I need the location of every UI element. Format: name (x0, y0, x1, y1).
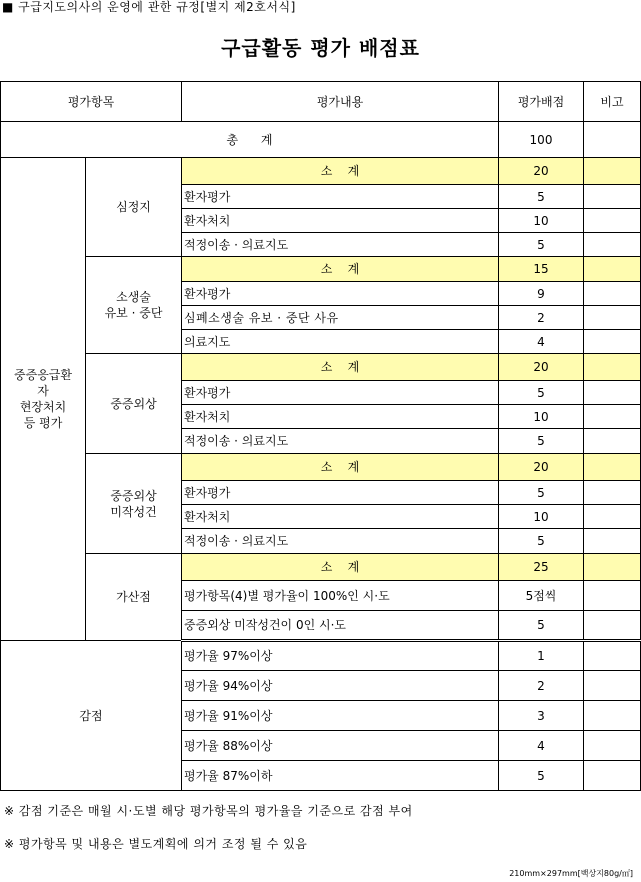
total-score: 100 (499, 122, 584, 158)
subtotal-row (1, 158, 641, 185)
item-score: 5 (499, 381, 584, 405)
col-header-content: 평가내용 (182, 82, 499, 122)
group-name (86, 257, 182, 354)
item-content: 환자처치 (182, 405, 499, 429)
item-remark (584, 330, 641, 354)
subtotal-row (1, 257, 641, 282)
group-name-line1: 심정지 (116, 200, 151, 214)
item-content: 중증외상 미작성건이 0인 시·도 (182, 611, 499, 641)
deduction-score: 5 (499, 761, 584, 791)
group-name-line1: 중증외상 (110, 488, 157, 503)
item-remark (584, 481, 641, 505)
item-content: 환자평가 (182, 282, 499, 306)
item-score: 5 (499, 429, 584, 454)
deduction-content: 평가율 94%이상 (182, 671, 499, 701)
item-content: 적정이송 · 의료지도 (182, 529, 499, 554)
main-category-line2: 자 (37, 384, 49, 398)
deduction-row (1, 641, 641, 671)
item-score: 9 (499, 282, 584, 306)
main-category-line3: 현장처치 (19, 400, 67, 414)
form-header: ■ 구급지도의사의 운영에 관한 규정[별지 제2호서식] (2, 0, 296, 14)
score-table (0, 81, 641, 791)
note-adjustment: ※ 평가항목 및 내용은 별도계획에 의거 조정 될 수 있음 (4, 837, 308, 851)
deduction-content: 평가율 91%이상 (182, 701, 499, 731)
group-name (86, 554, 182, 641)
subtotal-remark (584, 454, 641, 481)
item-remark (584, 209, 641, 233)
subtotal-remark (584, 554, 641, 581)
group-name-line1: 소생술 (116, 290, 151, 304)
deduction-score: 3 (499, 701, 584, 731)
deduction-remark (584, 701, 641, 731)
item-content: 환자평가 (182, 481, 499, 505)
page-title: 구급활동 평가 배점표 (221, 36, 420, 60)
subtotal-remark (584, 158, 641, 185)
col-header-item: 평가항목 (1, 82, 182, 122)
item-content: 환자평가 (182, 381, 499, 405)
item-remark (584, 282, 641, 306)
deduction-remark (584, 731, 641, 761)
subtotal-remark (584, 257, 641, 282)
total-row (1, 122, 641, 158)
group-name-line1: 가산점 (116, 590, 151, 604)
item-remark (584, 529, 641, 554)
group-name-line2: 미작성건 (110, 504, 157, 519)
group-name (86, 454, 182, 554)
deduction-score: 4 (499, 731, 584, 761)
deduction-remark (584, 641, 641, 671)
subtotal-label: 소 계 (182, 354, 499, 381)
item-content: 환자처치 (182, 505, 499, 529)
group-name-line2: 유보 · 중단 (104, 306, 163, 320)
item-remark (584, 381, 641, 405)
deduction-remark (584, 671, 641, 701)
subtotal-score: 20 (499, 158, 584, 185)
subtotal-score: 15 (499, 257, 584, 282)
item-score: 5 (499, 529, 584, 554)
item-remark (584, 405, 641, 429)
deduction-content: 평가율 87%이하 (182, 761, 499, 791)
subtotal-label: 소 계 (182, 554, 499, 581)
total-remark (584, 122, 641, 158)
deduction-score: 1 (499, 641, 584, 671)
item-remark (584, 233, 641, 257)
item-score: 10 (499, 505, 584, 529)
deduction-remark (584, 761, 641, 791)
group-name (86, 354, 182, 454)
item-score: 5 (499, 611, 584, 641)
item-content: 환자평가 (182, 185, 499, 209)
item-score: 2 (499, 306, 584, 330)
subtotal-score: 25 (499, 554, 584, 581)
subtotal-row (1, 554, 641, 581)
main-category (1, 158, 86, 641)
item-score: 5 (499, 481, 584, 505)
col-header-score: 평가배점 (499, 82, 584, 122)
item-score: 4 (499, 330, 584, 354)
subtotal-score: 20 (499, 454, 584, 481)
item-remark (584, 306, 641, 330)
subtotal-label: 소 계 (182, 257, 499, 282)
item-content: 적정이송 · 의료지도 (182, 429, 499, 454)
paper-spec: 210mm×297mm[백상지80g/㎡] (509, 869, 633, 878)
subtotal-remark (584, 354, 641, 381)
item-remark (584, 611, 641, 641)
deduction-content: 평가율 88%이상 (182, 731, 499, 761)
main-category-line4: 등 평가 (23, 416, 63, 430)
subtotal-label: 소 계 (182, 454, 499, 481)
deduction-label: 감점 (1, 641, 182, 791)
col-header-remark: 비고 (584, 82, 641, 122)
group-name-line1: 중증외상 (110, 396, 157, 411)
header-row (1, 82, 641, 122)
subtotal-label: 소 계 (182, 158, 499, 185)
item-remark (584, 581, 641, 611)
item-remark (584, 505, 641, 529)
deduction-score: 2 (499, 671, 584, 701)
item-content: 의료지도 (182, 330, 499, 354)
item-content: 평가항목(4)별 평가율이 100%인 시·도 (182, 581, 499, 611)
note-deduction: ※ 감점 기준은 매월 시·도별 해당 평가항목의 평가율을 기준으로 감점 부여 (4, 804, 413, 818)
item-score: 10 (499, 209, 584, 233)
item-score: 10 (499, 405, 584, 429)
item-content: 적정이송 · 의료지도 (182, 233, 499, 257)
subtotal-score: 20 (499, 354, 584, 381)
item-score: 5점씩 (499, 581, 584, 611)
deduction-content: 평가율 97%이상 (182, 641, 499, 671)
subtotal-row (1, 454, 641, 481)
item-remark (584, 429, 641, 454)
group-name (86, 158, 182, 257)
item-remark (584, 185, 641, 209)
item-score: 5 (499, 233, 584, 257)
item-content: 심폐소생술 유보 · 중단 사유 (182, 306, 499, 330)
item-score: 5 (499, 185, 584, 209)
subtotal-row (1, 354, 641, 381)
total-label: 총 계 (1, 122, 499, 158)
main-category-line1: 중증응급환 (14, 368, 72, 382)
item-content: 환자처치 (182, 209, 499, 233)
